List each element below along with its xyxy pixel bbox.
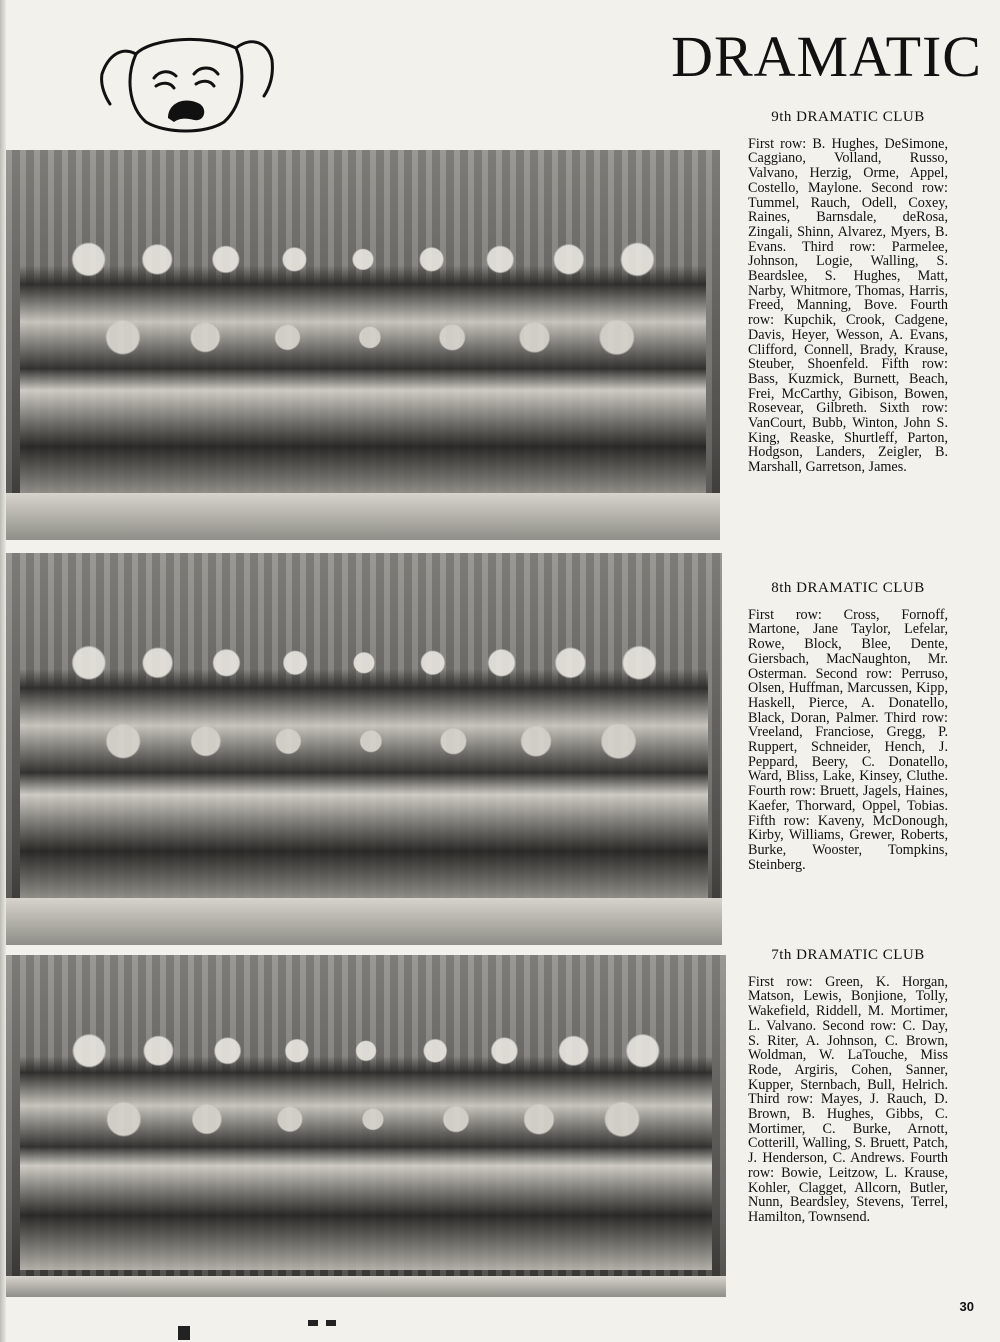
- stage-floor: [6, 898, 722, 945]
- page-title: DRAMATIC: [671, 24, 982, 89]
- caption-text: First row: Green, K. Horgan, Matson, Lewis, Bonjione, Tolly, Wakefield, Riddell, M. Mortimer, L. Valvano. Second row: C. Day, S. Riter, A. Johnson, C. Brown, Woldman, W. LaTouche, Miss Rode, Argiris, Cohen, Sanner, Kupper, Sternbach, Bull, Helrich. Third row: Mayes, J. Rauch, D. Brown, B. Hughes, Gibbs, C. Mortimer, C. Burke, Arnott, Cotterill, Walling, S. Bruett, Patch, J. Henderson, C. Andrews. Fourth row: Bowie, Leitzow, L. Krause, Kohler, Clagget, Allcorn, Butler, Nunn, Beardsley, Stevens, Terrel, Hamilton, Townsend.: [748, 973, 948, 1225]
- stage-floor: [6, 1276, 726, 1297]
- caption-8th-club: [748, 581, 948, 872]
- caption-9th-club: [748, 110, 948, 475]
- tragedy-mask-icon: [96, 26, 276, 136]
- club-photo-7th: [6, 955, 726, 1297]
- stage-floor: [6, 493, 720, 540]
- caption-7th-club: [748, 948, 948, 1225]
- page-number: 30: [959, 1299, 974, 1314]
- caption-heading: 8th DRAMATIC CLUB: [771, 580, 925, 596]
- group-of-students: [20, 996, 711, 1270]
- caption-heading: 7th DRAMATIC CLUB: [771, 947, 925, 963]
- film-edge-marks: [178, 1318, 338, 1342]
- club-photo-8th: [6, 553, 722, 945]
- group-of-students: [20, 197, 705, 509]
- caption-text: First row: B. Hughes, DeSimone, Caggiano, Volland, Russo, Valvano, Herzig, Orme, Appel, Costello, Maylone. Second row: Tummel, Rauch, Odell, Coxey, Raines, Barnsdale, deRosa, Zingali, Shinn, Alvarez, Myers, B. Evans. Third row: Parmelee, Johnson, Logie, Walling, S. Beardslee, S. Hughes, Matt, Narby, Whitmore, Thomas, Harris, Freed, Manning, Bove. Fourth row: Kupchik, Crook, Cadgene, Davis, Heyer, Wesson, A. Evans, Clifford, Connell, Brady, Krause, Steuber, Shoenfeld. Fifth row: Bass, Kuzmick, Burnett, Beach, Frei, McCarthy, Gibison, Bowen, Rosevear, Gilbreth. Sixth row: VanCourt, Bubb, Winton, John S. King, Reaske, Shurtleff, Parton, Hodgson, Landers, Zeigler, B. Marshall, Garretson, James.: [748, 135, 948, 476]
- group-of-students: [20, 600, 707, 914]
- caption-text: First row: Cross, Fornoff, Martone, Jane Taylor, Lefelar, Rowe, Block, Blee, Dente, Giersbach, MacNaughton, Mr. Osterman. Second row: Perruso, Olsen, Huffman, Marcussen, Kipp, Haskell, Pierce, A. Donatello, Black, Doran, Palmer. Third row: Vreeland, Franciose, Gregg, P. Ruppert, Schneider, Hench, J. Peppard, Beery, C. Donatello, Ward, Bliss, Lake, Kinsey, Cluthe. Fourth row: Bruett, Jagels, Haines, Kaefer, Thorward, Oppel, Tobias. Fifth row: Kaveny, McDonough, Kirby, Williams, Grewer, Roberts, Burke, Wooster, Tompkins, Steinberg.: [748, 606, 948, 873]
- club-photo-9th: [6, 150, 720, 540]
- caption-heading: 9th DRAMATIC CLUB: [771, 109, 925, 125]
